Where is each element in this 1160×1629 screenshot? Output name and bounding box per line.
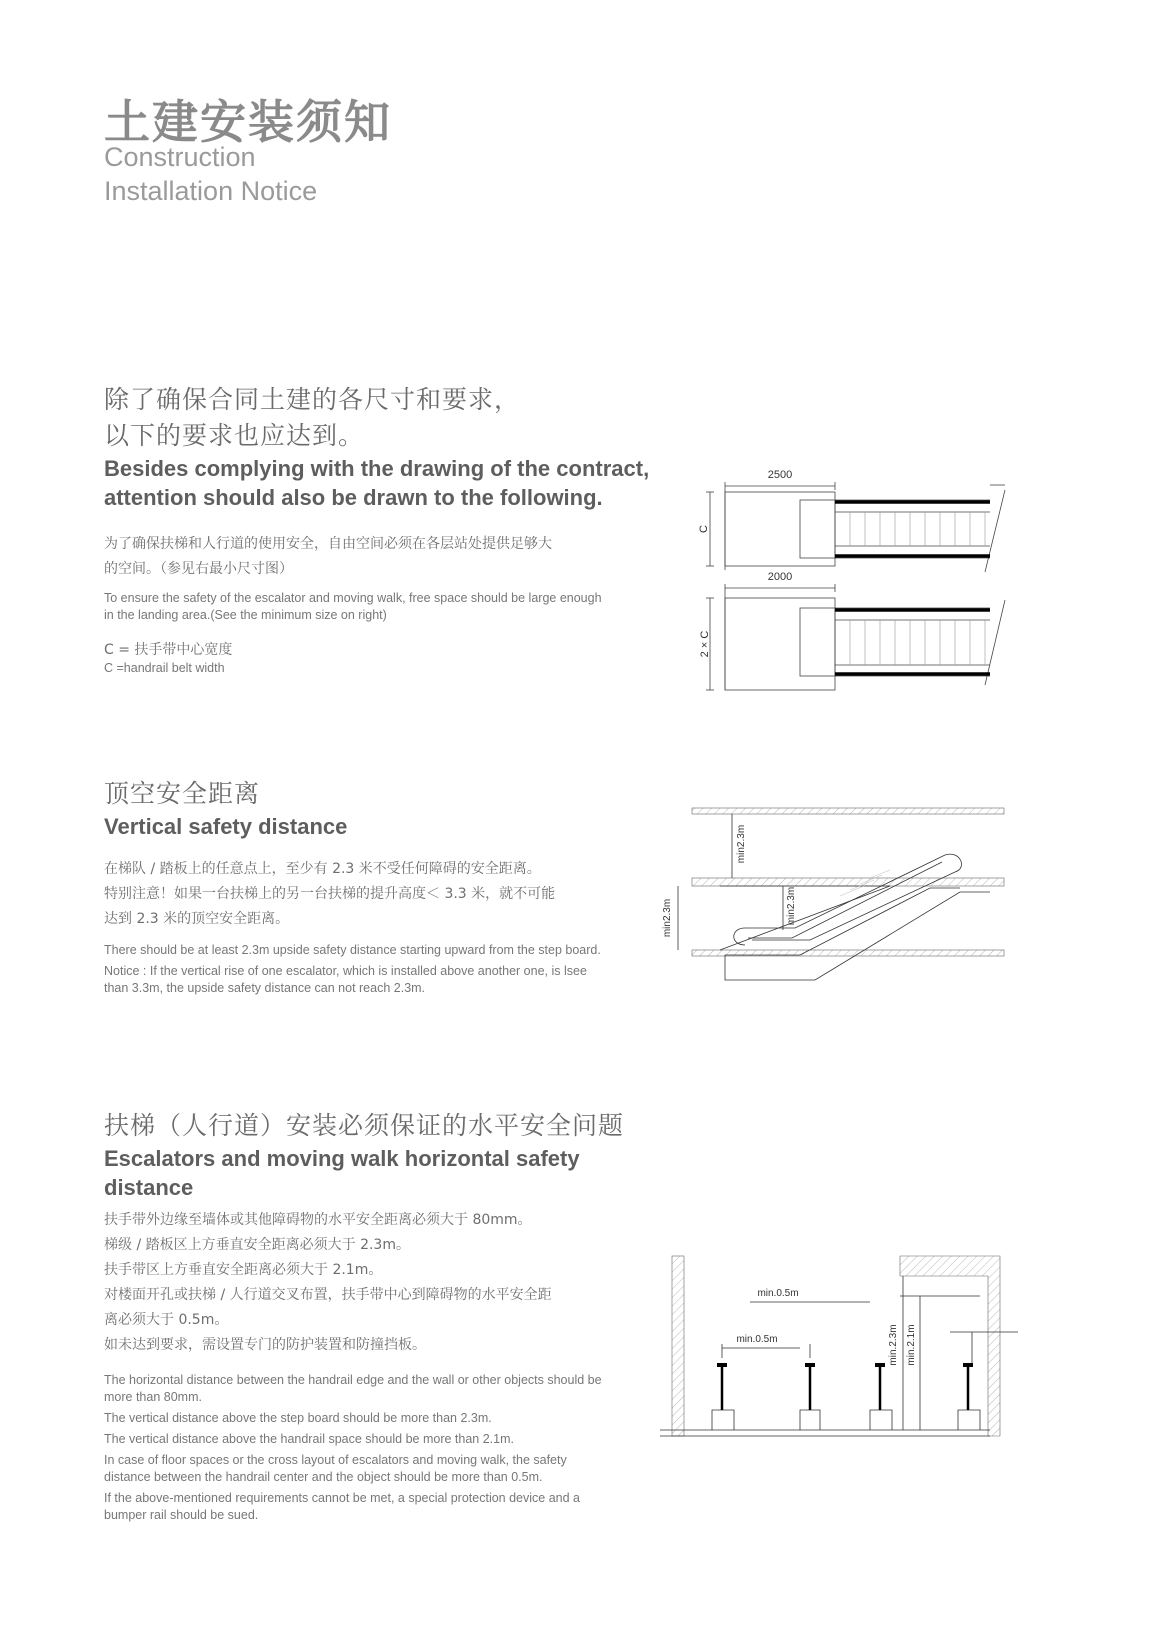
- label-mid-min23: min2.3m: [786, 886, 797, 926]
- section2-body-en-2-line1: Notice : If the vertical rise of one escalator, which is installed above another one, is lsee: [104, 964, 587, 978]
- section3-body-zh-4-line1: 对楼面开孔或扶梯 / 人行道交叉布置，扶手带中心到障碍物的水平安全距: [104, 1287, 552, 1303]
- section3-body-en-4-line1: In case of floor spaces or the cross layout of escalators and moving walk, the safety: [104, 1453, 567, 1467]
- section3-heading-en-line2: distance: [104, 1175, 194, 1200]
- section1-heading-zh-line1: 除了确保合同土建的各尺寸和要求，: [104, 385, 521, 414]
- landing-space-diagram: [690, 460, 1020, 700]
- subtitle-line-1: Construction: [104, 142, 256, 172]
- section3-heading-zh: 扶梯（人行道）安装必须保证的水平安全问题: [104, 1111, 625, 1140]
- section-vertical-safety: [104, 776, 704, 997]
- section1-body-zh: [104, 532, 704, 582]
- dim-label-2000: 2000: [767, 571, 793, 583]
- section1-def-en: C =handrail belt width: [104, 661, 225, 675]
- section3-body-en-5-line2: bumper rail should be sued.: [104, 1508, 259, 1522]
- section1-body-zh-line2: 的空间。（参见右最小尺寸图）: [104, 561, 293, 577]
- vertical-safety-diagram: [660, 800, 1020, 1000]
- section1-heading-en-line2: attention should also be drawn to the following.: [104, 485, 603, 510]
- section1-body-zh-line1: 为了确保扶梯和人行道的使用安全，自由空间必须在各层站处提供足够大: [104, 536, 552, 552]
- horizontal-safety-diagram: [660, 1250, 1025, 1450]
- section3-body-en-1-line2: more than 80mm.: [104, 1390, 202, 1404]
- section3-body-zh: [104, 1208, 704, 1358]
- page-subtitle: [104, 140, 317, 208]
- label-min23: min.2.3m: [888, 1324, 899, 1366]
- section1-heading-en: [104, 454, 704, 512]
- label-top-min23: min2.3m: [736, 824, 747, 864]
- section3-body-en-4-line2: distance between the handrail center and the object should be more than 0.5m.: [104, 1470, 543, 1484]
- label-min05-mid: min.0.5m: [736, 1334, 778, 1345]
- section1-body-en-line2: in the landing area.(See the minimum size on right): [104, 608, 387, 622]
- section2-body-zh-line3: 达到 2.3 米的顶空安全距离。: [104, 911, 290, 927]
- section3-body-zh-1: 扶手带外边缘至墙体或其他障碍物的水平安全距离必须大于 80mm。: [104, 1212, 532, 1228]
- section3-body-en-3: The vertical distance above the handrail space should be more than 2.1m.: [104, 1432, 514, 1446]
- section-landing-space: [104, 382, 704, 677]
- section2-body-en-1: There should be at least 2.3m upside safety distance starting upward from the step board.: [104, 943, 601, 957]
- section2-heading-zh: 顶空安全距离: [104, 779, 261, 808]
- section3-heading-en: [104, 1144, 704, 1202]
- section2-body-en: [104, 942, 704, 997]
- section3-body-zh-3: 扶手带区上方垂直安全距离必须大于 2.1m。: [104, 1262, 383, 1278]
- section3-body-en: [104, 1372, 704, 1524]
- section3-body-zh-5: 如未达到要求，需设置专门的防护装置和防撞挡板。: [104, 1337, 426, 1353]
- label-min05-top: min.0.5m: [757, 1288, 799, 1299]
- section-horizontal-safety: [104, 1108, 704, 1528]
- section1-heading-zh-line2: 以下的要求也应达到。: [104, 421, 365, 450]
- section3-body-en-2: The vertical distance above the step board should be more than 2.3m.: [104, 1411, 492, 1425]
- section3-body-en-5: [104, 1490, 704, 1524]
- label-left-min23: min2.3m: [662, 898, 673, 938]
- page-title: 土建安装须知: [104, 95, 392, 149]
- subtitle-line-2: Installation Notice: [104, 176, 318, 206]
- section3-body-zh-2: 梯级 / 踏板区上方垂直安全距离必须大于 2.3m。: [104, 1237, 410, 1253]
- section1-heading-zh: [104, 382, 704, 454]
- section2-body-zh-line2: 特别注意！如果一台扶梯上的另一台扶梯的提升高度＜ 3.3 米，就不可能: [104, 886, 556, 902]
- section3-heading-en-line1: Escalators and moving walk horizontal safety: [104, 1146, 580, 1171]
- section3-body-en-1: [104, 1372, 704, 1406]
- section1-body-en-line1: To ensure the safety of the escalator and moving walk, free space should be large enough: [104, 591, 602, 605]
- section3-body-en-4: [104, 1452, 704, 1486]
- section2-body-en-2-line2: than 3.3m, the upside safety distance can not reach 2.3m.: [104, 981, 426, 995]
- section1-body-en: [104, 590, 704, 624]
- dim-label-c: C: [698, 525, 710, 533]
- section2-heading-en: Vertical safety distance: [104, 814, 348, 839]
- section3-body-en-1-line1: The horizontal distance between the handrail edge and the wall or other objects should be: [104, 1373, 602, 1387]
- dim-label-2c: 2 × C: [699, 630, 711, 658]
- label-min21: min.2.1m: [906, 1324, 917, 1366]
- section1-heading-en-line1: Besides complying with the drawing of the contract,: [104, 456, 650, 481]
- section1-def-zh: C = 扶手带中心宽度: [104, 642, 233, 658]
- section3-body-en-5-line1: If the above-mentioned requirements cannot be met, a special protection device and a: [104, 1491, 580, 1505]
- dim-label-2500: 2500: [767, 469, 793, 481]
- section3-body-zh-4-line2: 离必须大于 0.5m。: [104, 1312, 229, 1328]
- section2-body-zh: [104, 857, 704, 932]
- section2-body-zh-line1: 在梯队 / 踏板上的任意点上，至少有 2.3 米不受任何障碍的安全距离。: [104, 861, 541, 877]
